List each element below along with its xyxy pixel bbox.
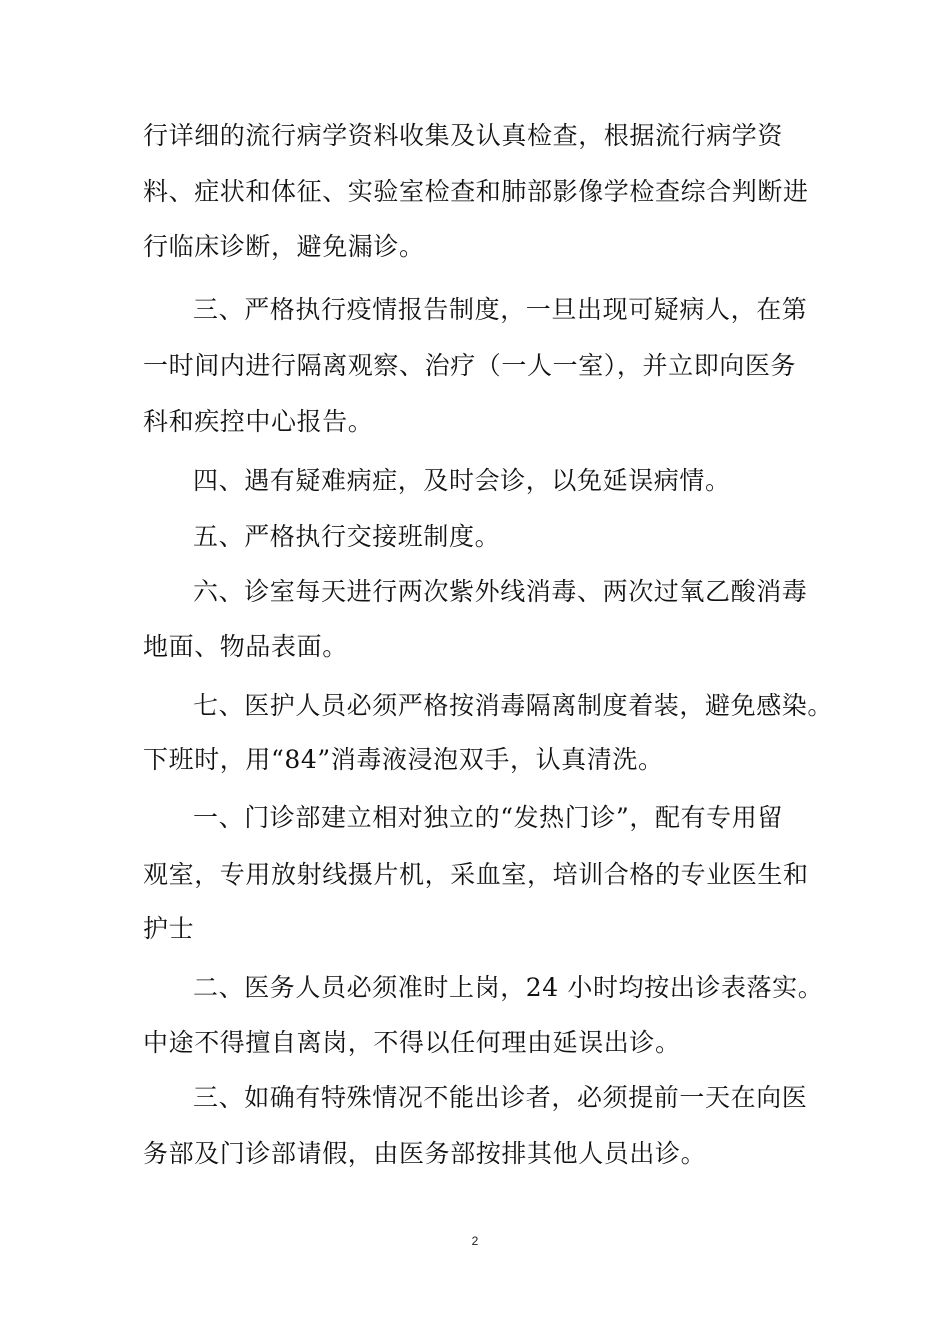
paragraph-first-line: 三、严格执行疫情报告制度，一旦出现可疑病人，在第 bbox=[193, 295, 808, 324]
paragraph-first-line: 七、医护人员必须严格按消毒隔离制度着装，避免感染。 bbox=[193, 691, 834, 720]
body-line: 观室，专用放射线摄片机，采血室，培训合格的专业医生和 bbox=[143, 860, 809, 889]
body-line: 料、症状和体征、实验室检查和肺部影像学检查综合判断进 bbox=[143, 177, 809, 206]
paragraph-first-line: 四、遇有疑难病症，及时会诊，以免延误病情。 bbox=[193, 466, 731, 495]
body-line: 护士 bbox=[143, 914, 195, 943]
body-line: 行详细的流行病学资料收集及认真检查，根据流行病学资 bbox=[143, 121, 784, 150]
body-line: 务部及门诊部请假，由医务部按排其他人员出诊。 bbox=[143, 1139, 707, 1168]
paragraph-first-line: 二、医务人员必须准时上岗，24 小时均按出诊表落实。 bbox=[193, 973, 824, 1002]
body-line: 一时间内进行隔离观察、治疗（一人一室），并立即向医务 bbox=[143, 351, 797, 380]
body-line: 地面、物品表面。 bbox=[143, 632, 348, 661]
paragraph-first-line: 三、如确有特殊情况不能出诊者，必须提前一天在向医 bbox=[193, 1083, 808, 1112]
body-line: 行临床诊断，避免漏诊。 bbox=[143, 232, 425, 261]
page-number: 2 bbox=[471, 1234, 479, 1248]
paragraph-first-line: 六、诊室每天进行两次紫外线消毒、两次过氧乙酸消毒 bbox=[193, 577, 808, 606]
paragraph-first-line: 一、门诊部建立相对独立的“发热门诊”，配有专用留 bbox=[193, 803, 783, 832]
body-line: 中途不得擅自离岗，不得以任何理由延误出诊。 bbox=[143, 1028, 681, 1057]
body-line: 科和疾控中心报告。 bbox=[143, 407, 374, 436]
paragraph-first-line: 五、严格执行交接班制度。 bbox=[193, 522, 501, 551]
body-line: 下班时，用“84”消毒液浸泡双手，认真清洗。 bbox=[143, 745, 664, 774]
